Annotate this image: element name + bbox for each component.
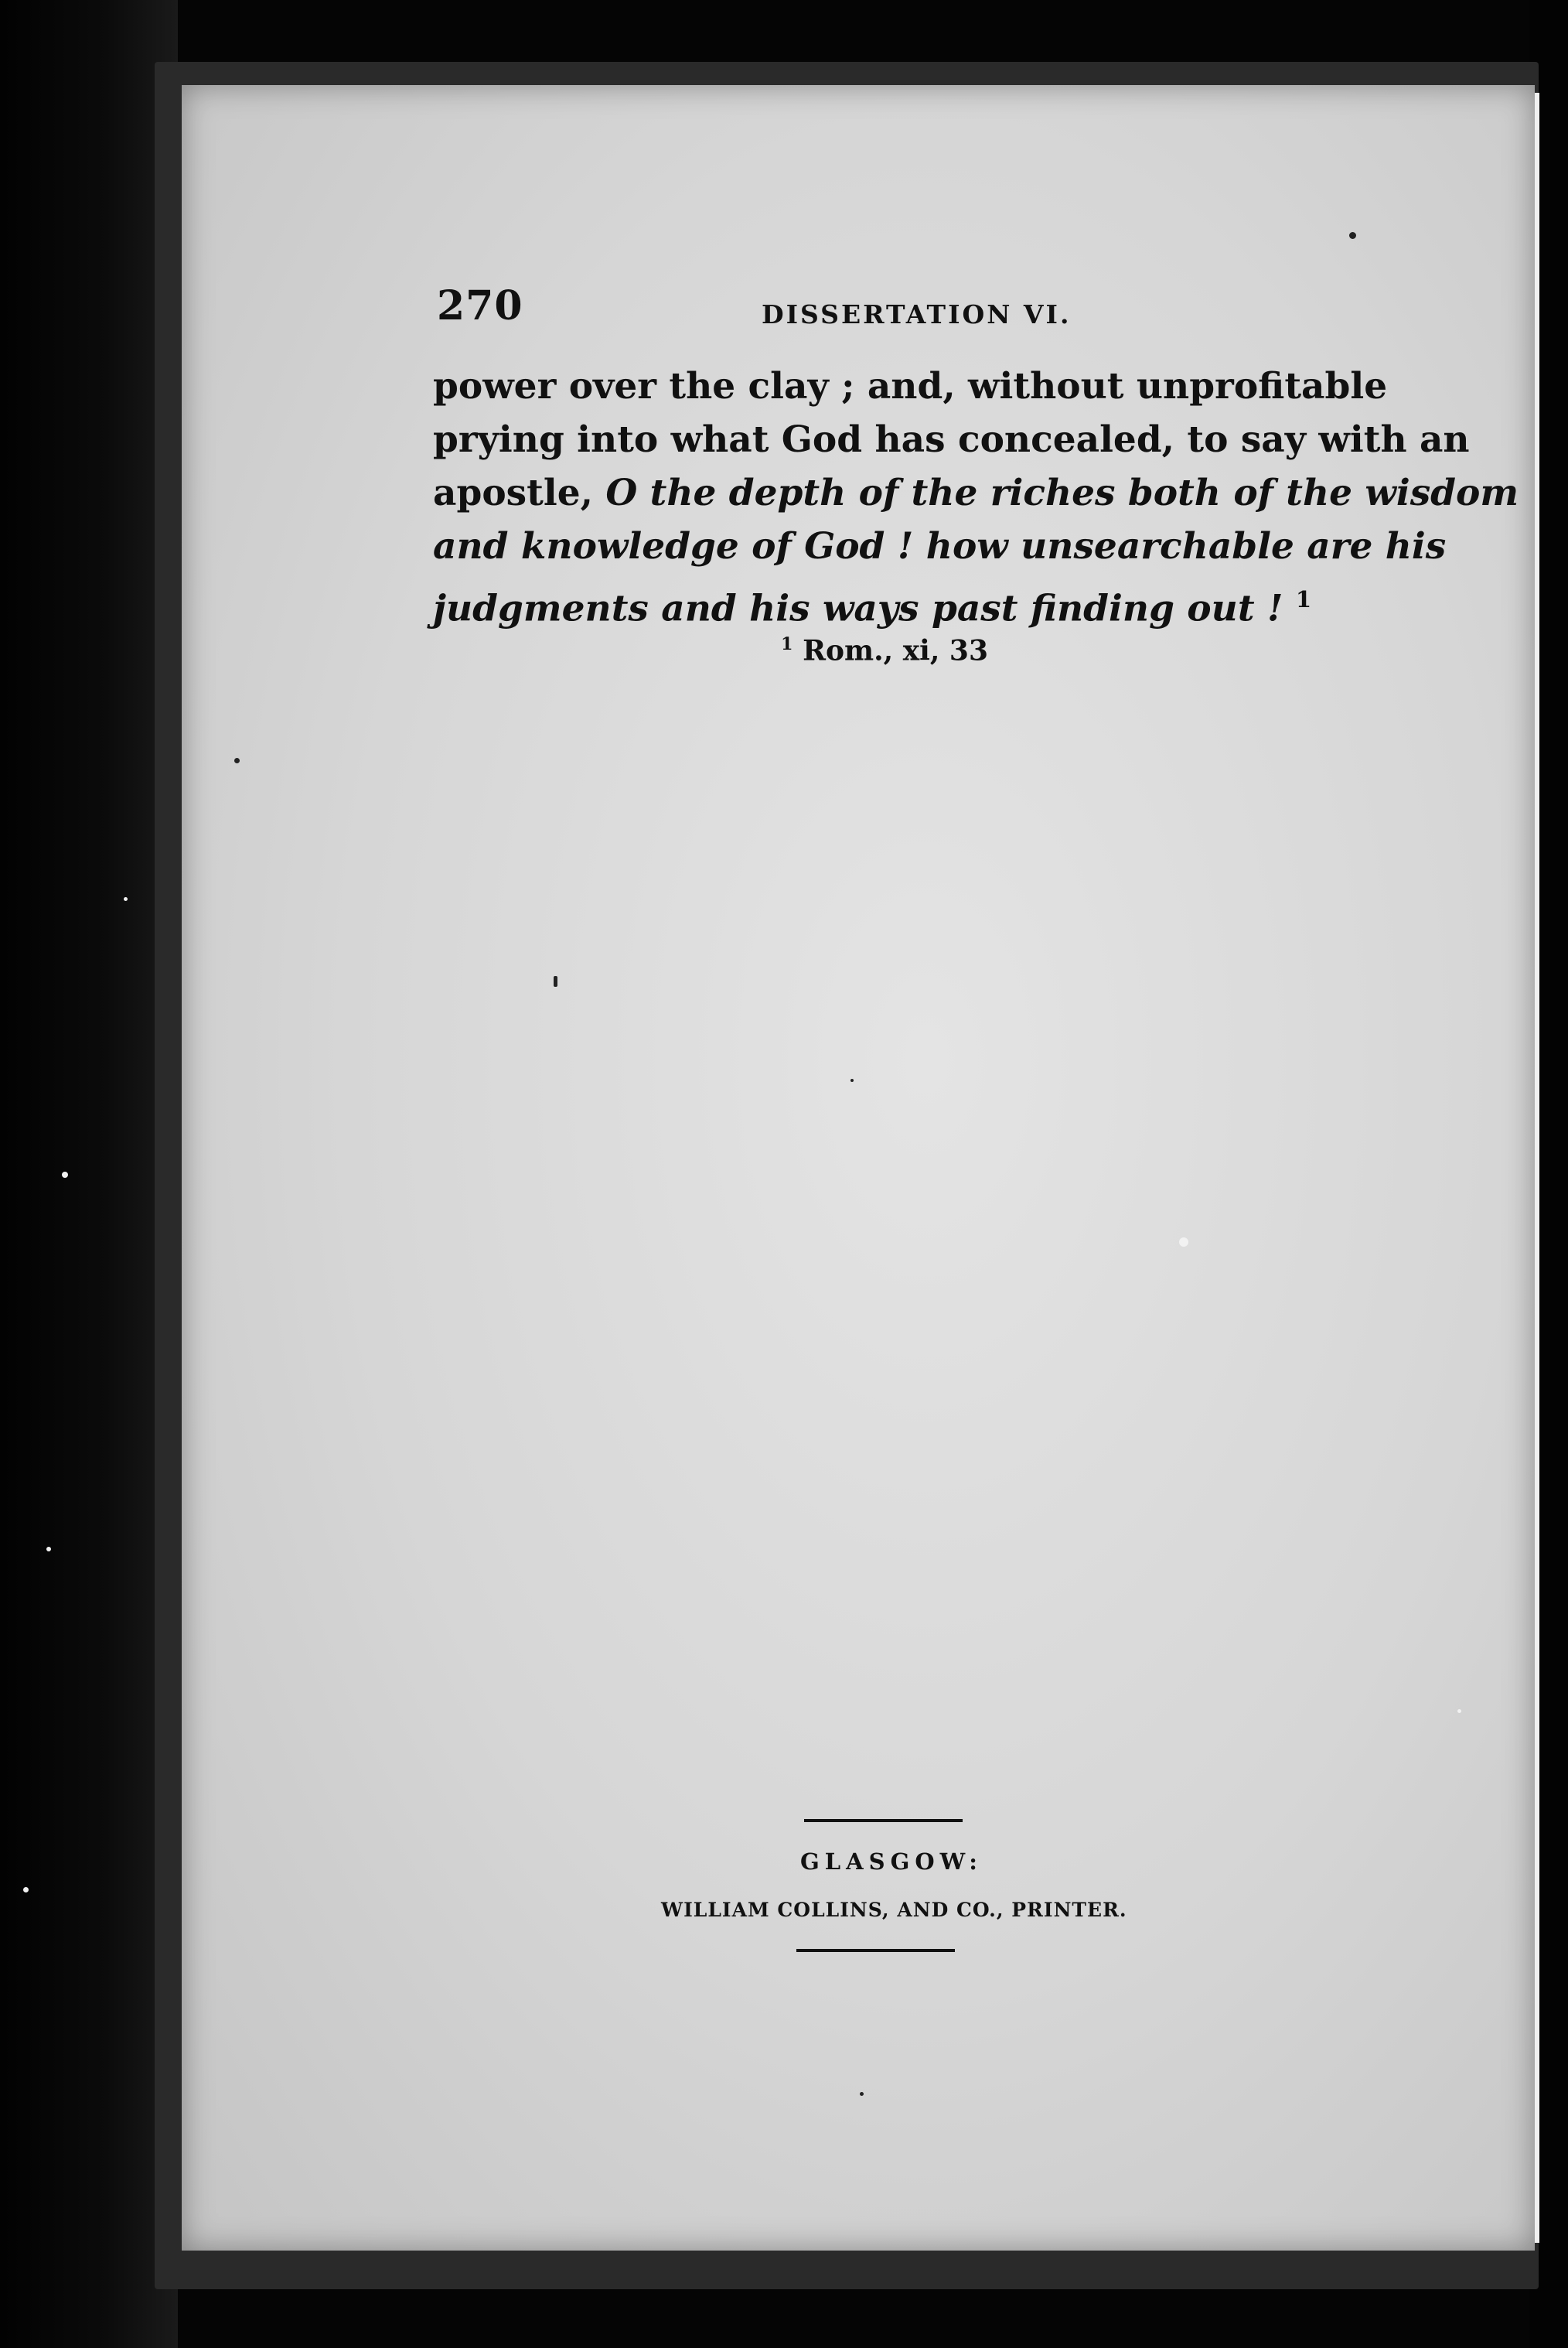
imprint-printer: WILLIAM COLLINS, AND CO., PRINTER.: [661, 1899, 1127, 1921]
text-line-2: prying into what God has concealed, to say with an: [433, 418, 1470, 461]
scan-speck: [1349, 232, 1356, 239]
footnote: [781, 634, 988, 667]
scan-background-left: [0, 0, 178, 2348]
scan-speck: [1179, 1237, 1188, 1247]
scripture-quote-line-3: [433, 573, 1361, 635]
footnote-marker: 1: [781, 634, 793, 654]
scripture-quote-line-2: and knowledge of God ! how unsearchable are his: [433, 525, 1447, 568]
page-header: [437, 282, 1357, 336]
text-line-3: [433, 466, 1519, 520]
text-line-1: power over the clay ; and, without unprofitable: [433, 365, 1388, 408]
footnote-reference: 1: [1295, 586, 1312, 613]
text-line-3-roman: apostle,: [433, 472, 606, 514]
imprint-city: GLASGOW:: [800, 1848, 983, 1875]
scan-speck: [554, 976, 557, 987]
scan-speck: [124, 897, 128, 901]
page-number: 270: [437, 282, 523, 329]
scan-speck: [234, 758, 240, 763]
body-paragraph: [433, 360, 1519, 635]
page-edge: [1535, 93, 1539, 2243]
scripture-quote-line-3-text: judgments and his ways past finding out !: [433, 587, 1283, 630]
scan-speck: [860, 2092, 864, 2096]
scan-speck: [1457, 1709, 1461, 1713]
scan-speck: [46, 1547, 51, 1551]
scan-speck: [850, 1079, 854, 1082]
scan-speck: [62, 1172, 68, 1178]
scripture-quote-line-1: O the depth of the riches both of the wisdom: [605, 472, 1519, 514]
imprint-rule-bottom: [796, 1949, 955, 1952]
running-head: DISSERTATION VI.: [762, 299, 1072, 329]
footnote-text: Rom., xi, 33: [803, 634, 989, 667]
imprint-rule-top: [804, 1819, 963, 1822]
scan-speck: [23, 1887, 29, 1892]
